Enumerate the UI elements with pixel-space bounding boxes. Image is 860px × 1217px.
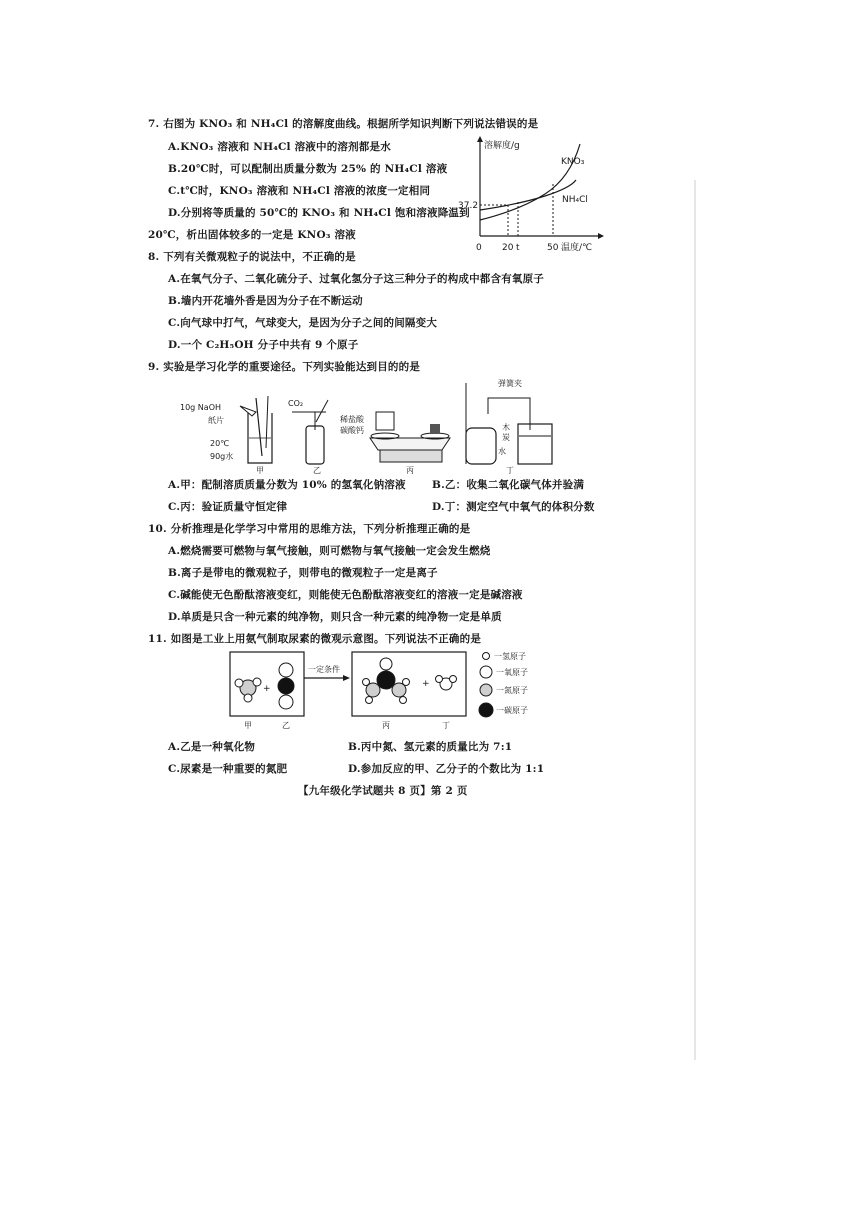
q11-option-b: B.丙中氮、氢元素的质量比为 7:1	[348, 741, 513, 753]
q11-option-c: C.尿素是一种重要的氮肥	[168, 763, 288, 775]
molecule-ding	[436, 676, 457, 691]
q9-option-d: D.丁：测定空气中氧气的体积分数	[432, 501, 595, 513]
legend-nitrogen: 一氮原子	[496, 686, 528, 695]
q8-stem: 8. 下列有关微观粒子的说法中，不正确的是	[148, 251, 356, 263]
label-jia: 甲	[256, 466, 264, 475]
q11-option-a: A.乙是一种氧化物	[168, 741, 256, 753]
graph-xtick-0: 0	[476, 243, 482, 253]
legend-carbon: 一碳原子	[496, 706, 528, 715]
atom-legend	[479, 651, 528, 717]
experiment-figures	[180, 378, 560, 476]
legend-oxygen: 一氧原子	[496, 668, 528, 677]
q7-option-d-line2: 20℃，析出固体较多的一定是 KNO₃ 溶液	[148, 229, 356, 241]
y-axis-arrow	[477, 136, 483, 142]
legend-hydrogen: 一氢原子	[494, 652, 526, 661]
q7-stem: 7. 右图为 KNO₃ 和 NH₄Cl 的溶解度曲线。根据所学知识判断下列说法错误的是	[148, 118, 539, 130]
label-charcoal-1: 木	[502, 423, 510, 432]
apparatus-jia	[180, 396, 272, 475]
graph-nh4cl-label: NH₄Cl	[562, 195, 588, 205]
apparatus-yi	[288, 399, 328, 475]
q10-option-b: B.离子是带电的微观粒子，则带电的微观粒子一定是离子	[168, 567, 438, 579]
q7-option-d-line1: D.分别将等质量的 50℃的 KNO₃ 和 NH₄Cl 饱和溶液降温到	[168, 207, 470, 219]
label-jia-11: 甲	[244, 721, 252, 730]
x-axis-arrow	[598, 233, 604, 239]
graph-xtick-t: t	[516, 243, 520, 253]
label-clamp: 弹簧夹	[498, 379, 522, 388]
q7-option-b: B.20℃时，可以配制出质量分数为 25% 的 NH₄Cl 溶液	[168, 163, 448, 175]
q11-option-d: D.参加反应的甲、乙分子的个数比为 1:1	[348, 763, 545, 775]
label-bing-11: 丙	[382, 721, 390, 730]
label-yi: 乙	[313, 466, 321, 475]
graph-ylabel: 溶解度/g	[484, 141, 520, 151]
kno3-curve	[480, 144, 580, 220]
molecule-yi	[278, 663, 294, 709]
q8-option-d: D.一个 C₂H₅OH 分子中共有 9 个原子	[168, 339, 359, 351]
label-ding-11: 丁	[442, 721, 450, 730]
apparatus-bing	[340, 412, 450, 475]
label-temp: 20℃	[210, 439, 230, 448]
q9-stem: 9. 实验是学习化学的重要途径。下列实验能达到目的的是	[148, 361, 421, 373]
graph-kno3-label: KNO₃	[561, 157, 585, 167]
graph-xlabel: 温度/℃	[561, 243, 593, 253]
q8-option-a: A.在氧气分子、二氧化硫分子、过氧化氢分子这三种分子的构成中都含有氧原子	[168, 273, 545, 285]
label-naoh: 10g NaOH	[180, 403, 221, 412]
q11-stem: 11. 如图是工业上用氨气制取尿素的微观示意图。下列说法不正确的是	[148, 633, 482, 645]
reaction-condition: 一定条件	[308, 665, 340, 674]
molecule-bing	[363, 658, 410, 704]
q8-option-b: B.墙内开花墙外香是因为分子在不断运动	[168, 295, 363, 307]
label-paper: 纸片	[208, 416, 224, 425]
label-charcoal-2: 炭	[502, 433, 510, 442]
plus-sign-2: +	[422, 679, 430, 689]
page-footer: 【九年级化学试题共 8 页】第 2 页	[298, 785, 468, 797]
q9-option-b: B.乙：收集二氧化碳气体并验满	[432, 479, 585, 491]
molecule-jia	[235, 678, 261, 702]
q9-option-c: C.丙：验证质量守恒定律	[168, 501, 288, 513]
q10-option-c: C.碱能使无色酚酞溶液变红，则能使无色酚酞溶液变红的溶液一定是碱溶液	[168, 589, 523, 601]
label-water-ding: 水	[498, 447, 506, 456]
label-yi-11: 乙	[282, 721, 290, 730]
q8-option-c: C.向气球中打气，气球变大，是因为分子之间的间隔变大	[168, 317, 438, 329]
page-edge-divider	[694, 180, 696, 1060]
label-caco3: 碳酸钙	[340, 426, 364, 435]
q7-option-c: C.t℃时，KNO₃ 溶液和 NH₄Cl 溶液的浓度一定相同	[168, 185, 431, 197]
label-acid: 稀盐酸	[340, 415, 364, 424]
q10-stem: 10. 分析推理是化学学习中常用的思维方法，下列分析推理正确的是	[148, 523, 471, 535]
label-co2: CO₂	[288, 399, 304, 408]
q10-option-d: D.单质是只含一种元素的纯净物，则只含一种元素的纯净物一定是单质	[168, 611, 502, 623]
label-water: 90g水	[210, 452, 234, 461]
apparatus-ding	[466, 378, 552, 475]
graph-xtick-50: 50	[547, 243, 559, 253]
solubility-graph	[450, 132, 610, 260]
plus-sign-1: +	[263, 684, 271, 694]
graph-xtick-20: 20	[502, 243, 514, 253]
q9-option-a: A.甲：配制溶质质量分数为 10% 的氢氧化钠溶液	[168, 479, 406, 491]
q10-option-a: A.燃烧需要可燃物与氧气接触，则可燃物与氧气接触一定会发生燃烧	[168, 545, 491, 557]
q7-option-a: A.KNO₃ 溶液和 NH₄Cl 溶液中的溶剂都是水	[168, 141, 391, 153]
urea-reaction-diagram	[228, 648, 588, 732]
graph-ytick-37-2: 37.2	[458, 201, 479, 211]
label-bing: 丙	[406, 466, 414, 475]
label-ding: 丁	[506, 466, 514, 475]
